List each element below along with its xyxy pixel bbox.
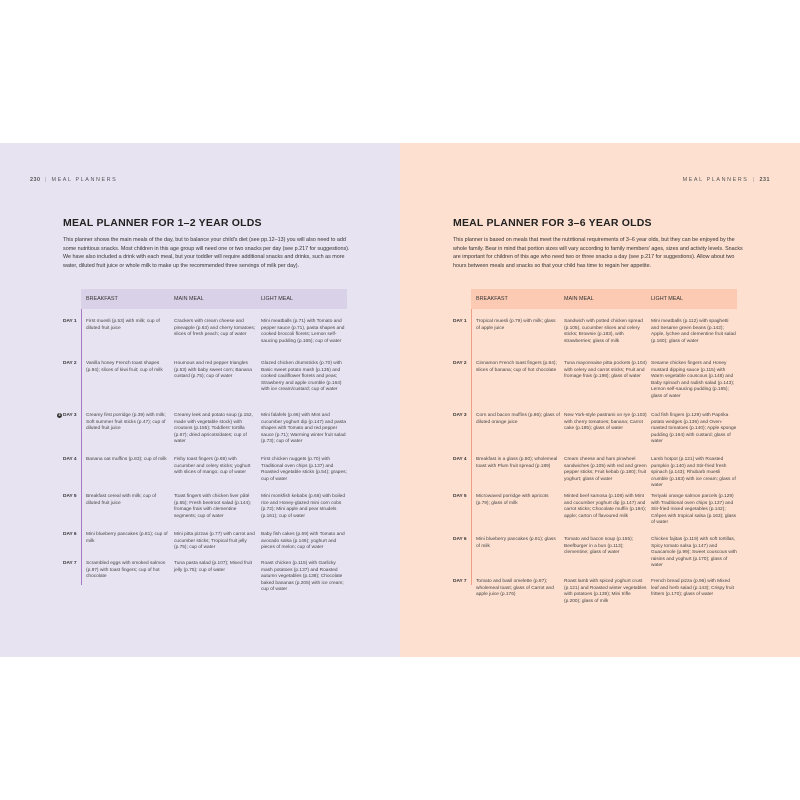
day-label: DAY 7: [63, 561, 77, 566]
book-spread: [0, 143, 800, 657]
step-marker: 3: [58, 413, 61, 417]
page-number: 230: [30, 177, 41, 183]
day-label: DAY 2: [453, 361, 467, 366]
breakfast-cell: Breakfast cereal with milk; cup of diluted fruit juice: [86, 494, 157, 506]
header-light-meal: LIGHT MEAL: [261, 296, 293, 302]
main-meal-cell: Roast lamb with spiced yoghurt crust (p.121) and Roasted winter vegetables with potatoes (p.139); Mini trifle (p.200); glass of milk: [564, 579, 647, 604]
light-meal-cell: Mini monkfish kebabs (p.68) with boiled rice and Honey-glazed mini corn cobs (p.72); Mini apple and pear strudels (p.161); cup of water: [261, 494, 345, 519]
light-meal-cell: Chicken fajitas (p.119) with soft tortillas, Spicy tomato salsa (p.147) and Guacamole (p.99); Sweet couscous with raisins and yoghurt (p.170); glass of water: [651, 537, 737, 568]
light-meal-cell: Teriyaki orange salmon parcels (p.129) with Traditional oven chips (p.137) and Stir-fried mixed vegetables (p.142); Crêpes with tropical salsa (p.163); glass of water: [651, 494, 737, 525]
right-page: [400, 143, 800, 657]
light-meal-cell: Baby fish cakes (p.69) with Tomato and avocado salsa (p.146); yoghurt and pieces of melon; cup of water: [261, 532, 345, 550]
light-meal-cell: Glazed chicken drumsticks (p.70) with Basic sweet potato mash (p.135) and cooked cauliflower florets and peas; Strawberry and apple crumble (p.164) with ice cream/custard; cup of water: [261, 361, 342, 392]
main-meal-cell: Minted beef samosa (p.108) with Mint and cucumber yoghurt dip (p.147) and carrot sticks; Chocolate muffin (p.184); apple; carton of flavoured milk: [564, 494, 647, 519]
breakfast-cell: Banana oat muffins (p.83); cup of milk: [86, 457, 167, 462]
day-label: DAY 1: [453, 319, 467, 324]
light-meal-cell: First chicken nuggets (p.70) with Traditional oven chips (p.137) and Roasted vegetable sticks (p.54); grapes; cup of water: [261, 457, 347, 482]
light-meal-cell: Roast chicken (p.115) with Garlicky mash potatoes (p.137) and Roasted autumn vegetables (p.138); Chocolate baked bananas (p.205) with ice cream; cup of water: [261, 561, 344, 592]
breakfast-cell: Mini blueberry pancakes (p.81); glass of milk: [476, 537, 556, 549]
light-meal-cell: Lamb hotpot (p.121) with Roasted pumpkin (p.140) and Stir-fried fresh spinach (p.143); Rhubarb muesli crumble (p.163) with ice cream; glass of water: [651, 457, 736, 488]
light-meal-cell: Mini falafels (p.66) with Mint and cucumber yoghurt dip (p.147) and pasta shapes with Tomato and red pepper sauce (p.71); Warming winter fruit salad (p.73); cup of water: [261, 413, 347, 444]
day-label: DAY 1: [63, 319, 77, 324]
intro-paragraph: This planner is based on meals that meet the nutritional requirements of 3–6 year olds, but they can be enjoyed by the whole family. Bear in mind that portion sizes will vary according to family members' ages, sizes and activity levels. Snacks are important for children of this age who need two or three snacks a day (see p.217 for suggestions). Allow about two hours between meals and snacks so that your child has time to regain her appetite.: [453, 237, 743, 269]
table-rule: [81, 309, 82, 585]
breakfast-cell: Breakfast in a glass (p.80); wholemeal toast with Plum fruit spread (p.189): [476, 457, 558, 469]
light-meal-cell: Mini meatballs (p.112) with spaghetti and Sesame green beans (p.142); Apple, lychee and clementine fruit salad (p.160); glass of water: [651, 319, 736, 344]
running-head-separator: |: [752, 177, 756, 183]
header-main-meal: MAIN MEAL: [564, 296, 594, 302]
day-label: DAY 6: [63, 532, 77, 537]
breakfast-cell: Tropical muesli (p.79) with milk; glass of apple juice: [476, 319, 556, 331]
table-header: [471, 289, 737, 309]
day-label: DAY 3: [63, 413, 77, 418]
page-number: 231: [759, 177, 770, 183]
main-meal-cell: Sandwich with potted chicken spread (p.105), cucumber slices and celery sticks; Brownie (p.183), with strawberries; glass of milk: [564, 319, 643, 344]
day-label: DAY 3: [453, 413, 467, 418]
main-meal-cell: New York-style pastrami on rye (p.103) with cherry tomatoes; banana; Carrot cake (p.185); glass of water: [564, 413, 647, 431]
main-meal-cell: Houmous and red pepper triangles (p.53) with baby sweet corn; Banana custard (p.75); cup of water: [174, 361, 252, 379]
breakfast-cell: First muesli (p.53) with milk; cup of diluted fruit juice: [86, 319, 160, 331]
day-label: DAY 2: [63, 361, 77, 366]
running-head-separator: |: [44, 177, 48, 183]
day-label: DAY 4: [63, 457, 77, 462]
main-meal-cell: Tomato and bacon soup (p.155); Beefburger in a bun (p.113); clementine; glass of water: [564, 537, 634, 555]
running-head: [683, 177, 770, 183]
page-title: MEAL PLANNER FOR 1–2 YEAR OLDS: [63, 217, 262, 229]
table-header: [81, 289, 347, 309]
day-label: DAY 5: [63, 494, 77, 499]
left-page: [0, 143, 400, 657]
light-meal-cell: French bread pizza (p.96) with Mixed leaf and herb salad (p.143); Crispy fruit fritters (p.170); glass of water: [651, 579, 734, 597]
main-meal-cell: Fishy toast fingers (p.69) with cucumber and celery sticks; yoghurt with slices of mango; cup of water: [174, 457, 251, 475]
header-light-meal: LIGHT MEAL: [651, 296, 683, 302]
breakfast-cell: Mini blueberry pancakes (p.81); cup of milk: [86, 532, 168, 544]
breakfast-cell: Scrambled eggs with smoked salmon (p.87) with toast fingers; cup of hot chocolate: [86, 561, 166, 579]
header-breakfast: BREAKFAST: [86, 296, 118, 302]
main-meal-cell: Mini pitta pizzas (p.77) with carrot and cucumber sticks; Tropical fruit jelly (p.75); cup of water: [174, 532, 255, 550]
breakfast-cell: Tomato and basil omelette (p.87); wholemeal toast; glass of Carrot and apple juice (p.176): [476, 579, 554, 597]
table-rule: [471, 309, 472, 585]
main-meal-cell: Cream cheese and ham pinwheel sandwiches (p.105) with red and green pepper sticks; Fruit kebab (p.180); fruit yoghurt; glass of water: [564, 457, 647, 482]
breakfast-cell: Creamy first porridge (p.39) with milk; Soft summer fruit sticks (p.47); cup of diluted fruit juice: [86, 413, 166, 431]
main-meal-cell: Crackers with cream cheese and pineapple (p.63) and cherry tomatoes; slices of fresh peach; cup of water: [174, 319, 256, 337]
breakfast-cell: Cinnamon French toast fingers (p.84); slices of banana; cup of hot chocolate: [476, 361, 557, 373]
light-meal-cell: Mini meatballs (p.71) with Tomato and pepper sauce (p.71), pasta shapes and cooked broccoli florets; Lemon self-saucing pudding (p.165); cup of water: [261, 319, 345, 344]
day-label: DAY 7: [453, 579, 467, 584]
running-head: [30, 177, 117, 183]
header-main-meal: MAIN MEAL: [174, 296, 204, 302]
light-meal-cell: Cod fish fingers (p.129) with Paprika potato wedges (p.136) and Oven-roasted tomatoes (p.140); Apple sponge pudding (p.164) with custard; glass of water: [651, 413, 737, 444]
day-label: DAY 4: [453, 457, 467, 462]
main-meal-cell: Creamy leek and potato soup (p.152, made with vegetable stock) with croutons (p.155); Toddlers' tortilla (p.67); dried apricots/dates; cup of water: [174, 413, 253, 444]
breakfast-cell: Microwaved porridge with apricots (p.79); glass of milk: [476, 494, 549, 506]
day-label: DAY 5: [453, 494, 467, 499]
breakfast-cell: Vanilla honey French toast shapes (p.84); slices of kiwi fruit; cup of milk: [86, 361, 163, 373]
main-meal-cell: Tuna pasta salad (p.107); Mixed fruit jelly (p.75); cup of water: [174, 561, 252, 573]
page-title: MEAL PLANNER FOR 3–6 YEAR OLDS: [453, 217, 652, 229]
section-name: MEAL PLANNERS: [682, 177, 749, 183]
breakfast-cell: Corn and bacon muffins (p.86); glass of diluted orange juice: [476, 413, 560, 425]
light-meal-cell: Sesame chicken fingers and Honey mustard dipping sauce (p.115) with Warm vegetable couscous (p.148) and Baby spinach and radish salad (p.143); Lemon self-saucing pudding (p.165); glass of water: [651, 361, 735, 399]
section-name: MEAL PLANNERS: [51, 177, 118, 183]
header-breakfast: BREAKFAST: [476, 296, 508, 302]
main-meal-cell: Toast fingers with chicken liver pâté (p.65); Fresh beetroot salad (p.144); fromage frais with clementine segments; cup of water: [174, 494, 252, 519]
day-label: DAY 6: [453, 537, 467, 542]
intro-paragraph: This planner shows the main meals of the day, but to balance your child's diet (see pp.12–13) you will also need to add some nutritious snacks. Most children in this age group will need one or two snacks per day (see p.217 for suggestions). We have also included a drink with each meal, but your toddler will require additional snacks and drinks, such as more water, diluted fruit juice or whole milk to make up the recommended three servings of milk per day).: [63, 237, 350, 269]
main-meal-cell: Tuna mayonnaise pitta pockets (p.104) with celery and carrot sticks; Fruit and fromage frais (p.198); glass of water: [564, 361, 647, 379]
